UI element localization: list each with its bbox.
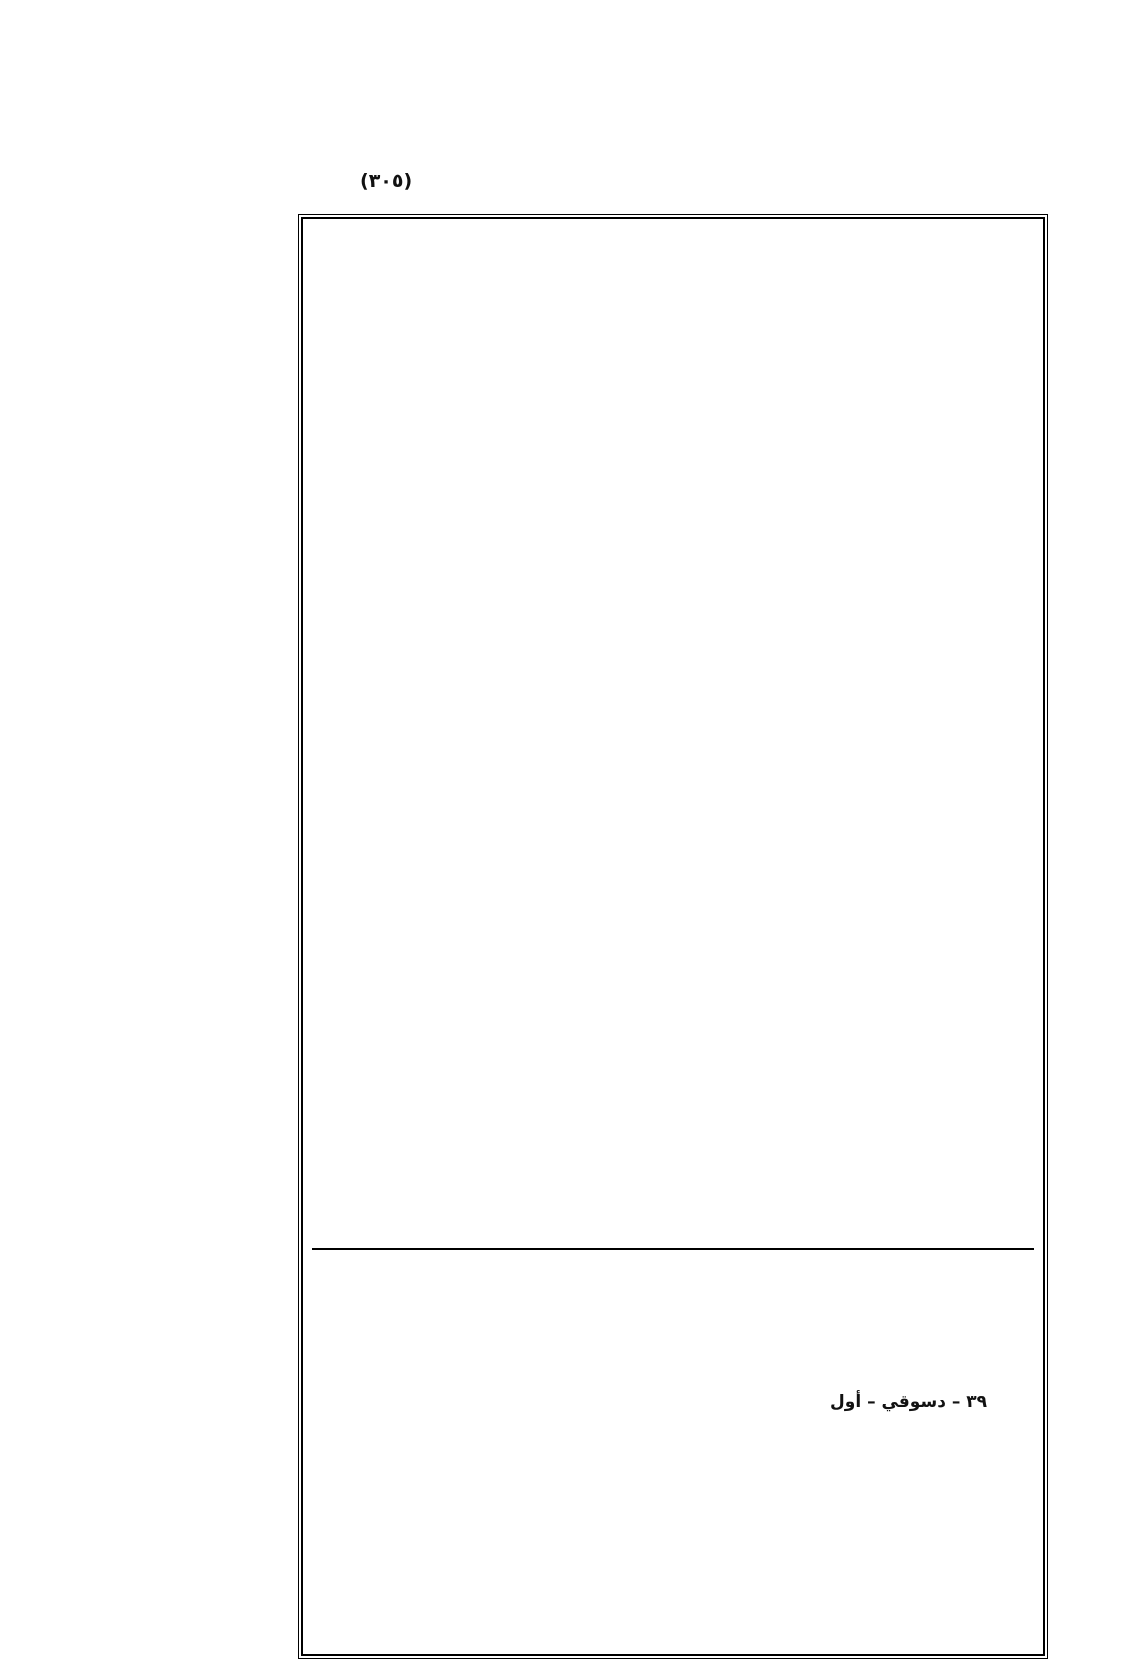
bottom-line xyxy=(118,1428,1118,1460)
footnote-divider xyxy=(312,1248,1034,1250)
margin-line xyxy=(118,395,286,428)
margin-commentary xyxy=(118,230,286,1390)
signature-mark: ٣٩ – دسوقي – أول xyxy=(830,1392,988,1412)
bottom-line xyxy=(118,1460,1118,1492)
margin-line xyxy=(118,626,286,659)
commentary-line xyxy=(312,264,1034,298)
margin-line xyxy=(118,560,286,593)
commentary-line xyxy=(312,366,1034,400)
commentary-line xyxy=(312,1080,1034,1114)
margin-line xyxy=(118,989,286,1022)
margin-line xyxy=(118,1253,286,1286)
margin-line xyxy=(118,494,286,527)
commentary-line xyxy=(312,298,1034,332)
commentary-line xyxy=(312,604,1034,638)
footnote-body xyxy=(312,1258,1034,1373)
margin-line xyxy=(118,296,286,329)
margin-line xyxy=(118,1319,286,1352)
margin-line xyxy=(118,1286,286,1319)
margin-line xyxy=(118,1022,286,1055)
commentary-line xyxy=(312,672,1034,706)
margin-line xyxy=(118,1187,286,1220)
commentary-line xyxy=(312,1012,1034,1046)
commentary-line xyxy=(312,434,1034,468)
margin-line xyxy=(118,1154,286,1187)
commentary-line xyxy=(312,706,1034,740)
commentary-line xyxy=(312,808,1034,842)
margin-line xyxy=(118,692,286,725)
footnote-line xyxy=(312,1288,1034,1318)
commentary-line xyxy=(312,536,1034,570)
margin-line xyxy=(118,791,286,824)
margin-line xyxy=(118,824,286,857)
margin-line xyxy=(118,659,286,692)
commentary-body xyxy=(312,230,1034,1230)
margin-line xyxy=(118,230,286,263)
margin-line xyxy=(118,956,286,989)
commentary-line xyxy=(312,332,1034,366)
commentary-line xyxy=(312,230,1034,264)
commentary-line xyxy=(312,1148,1034,1182)
margin-line xyxy=(118,1352,286,1385)
bottom-text xyxy=(118,1388,1118,1488)
margin-line xyxy=(118,857,286,890)
commentary-line xyxy=(312,978,1034,1012)
margin-line xyxy=(118,725,286,758)
header-line xyxy=(129,34,1129,68)
commentary-line xyxy=(312,400,1034,434)
margin-line xyxy=(118,1088,286,1121)
commentary-line xyxy=(312,774,1034,808)
header-line xyxy=(129,68,1129,102)
commentary-line xyxy=(312,1046,1034,1080)
margin-line xyxy=(118,263,286,296)
bottom-line xyxy=(118,1492,1118,1524)
commentary-line xyxy=(312,1182,1034,1216)
margin-line xyxy=(118,923,286,956)
commentary-line xyxy=(312,876,1034,910)
footnote-line xyxy=(312,1318,1034,1348)
commentary-line xyxy=(312,910,1034,944)
margin-line xyxy=(118,1055,286,1088)
margin-line xyxy=(118,758,286,791)
commentary-line xyxy=(312,842,1034,876)
commentary-line xyxy=(312,638,1034,672)
margin-line xyxy=(118,527,286,560)
margin-line xyxy=(118,461,286,494)
margin-line xyxy=(118,1220,286,1253)
margin-line xyxy=(118,890,286,923)
header-text xyxy=(129,0,1129,100)
margin-line xyxy=(118,593,286,626)
page-number: (٣٠٥) xyxy=(360,170,413,192)
commentary-line xyxy=(312,570,1034,604)
header-line xyxy=(129,0,1129,34)
margin-line xyxy=(118,362,286,395)
margin-line xyxy=(118,329,286,362)
footnote-line xyxy=(312,1348,1034,1378)
footnote-line xyxy=(312,1258,1034,1288)
commentary-line xyxy=(312,468,1034,502)
margin-line xyxy=(118,1121,286,1154)
margin-line xyxy=(118,428,286,461)
commentary-line xyxy=(312,502,1034,536)
commentary-line xyxy=(312,740,1034,774)
bottom-line xyxy=(118,1388,1118,1428)
commentary-line xyxy=(312,1114,1034,1148)
commentary-line xyxy=(312,944,1034,978)
